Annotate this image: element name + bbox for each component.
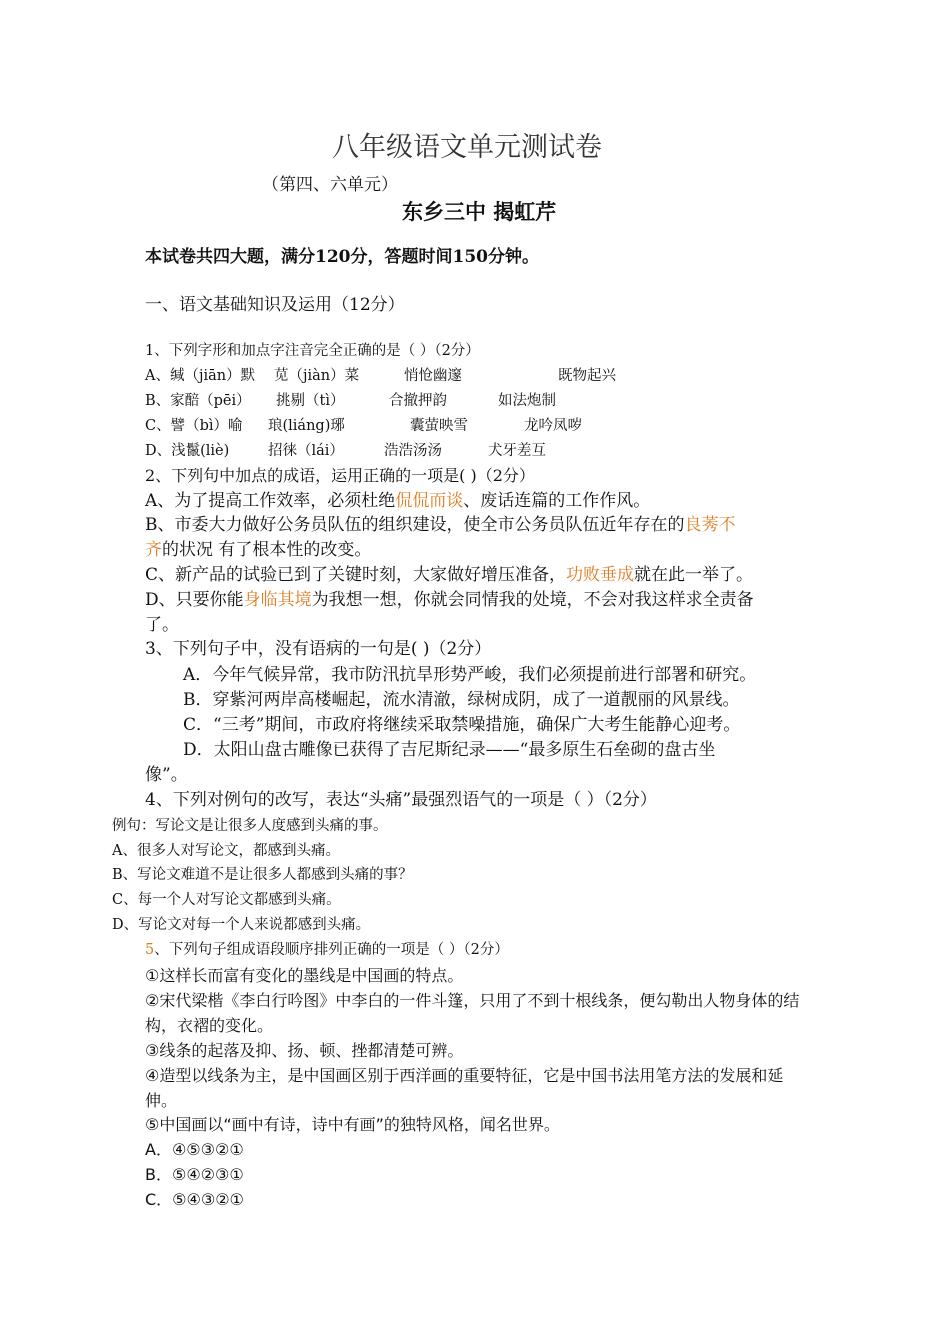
q3-option-a: A．今年气候异常，我市防汛抗旱形势严峻，我们必须提前进行部署和研究。 [183, 665, 757, 685]
q1-c-2: 琅(liáng)琊 [268, 418, 345, 434]
q1-a-3: 悄怆幽邃 [404, 368, 462, 384]
q4-option-b: B、写论文难道不是让很多人都感到头痛的事？ [112, 867, 413, 883]
q4-option-a: A、很多人对写论文，都感到头痛。 [112, 843, 340, 859]
q1-c-1: C、譬（bì）喻 [145, 418, 243, 434]
q2-a-idiom: 侃侃而谈 [395, 491, 464, 511]
q1-stem: 1、下列字形和加点字注音完全正确的是（ ）（2分） [145, 343, 480, 359]
q5-sentence-4-line2: 伸。 [145, 1091, 178, 1110]
q2-c-text: C、新产品的试验已到了关键时刻，大家做好增压准备， [145, 565, 567, 585]
q2-option-b-line2 [145, 541, 371, 561]
q4-stem: 4、下列对例句的改写，表达“头痛”最强烈语气的一项是（ ）（2分） [145, 790, 657, 810]
q2-d-text-mid: 为我想一想，你就会同情我的处境，不会对我这样求全责备 [311, 590, 754, 610]
q2-option-b-line1 [145, 516, 736, 536]
q1-a-1: A、缄（jiān）默 [145, 368, 256, 384]
q1-b-1: B、家醅（pēi） [145, 393, 251, 409]
q3-stem: 3、下列句子中，没有语病的一句是( )（2分） [145, 639, 492, 659]
q2-b-text-end: 的状况 有了根本性的改变。 [162, 540, 372, 560]
q5-sentence-5: ⑤中国画以“画中有诗，诗中有画”的独特风格，闻名世界。 [145, 1115, 560, 1134]
q3-option-d-line2: 像”。 [145, 765, 188, 785]
q1-a-2: 苋（jiàn）菜 [274, 368, 360, 384]
q5-stem [145, 942, 509, 959]
q5-sentence-2-line2: 构，衣褶的变化。 [145, 1016, 274, 1035]
q5-number: 5 [145, 942, 155, 958]
q1-d-4: 犬牙差互 [488, 443, 546, 459]
q4-option-d: D、写论文对每一个人来说都感到头痛。 [112, 917, 371, 933]
q2-a-text-end: 、废话连篇的工作作风。 [463, 491, 651, 511]
exam-intro: 本试卷共四大题，满分120分，答题时间150分钟。 [145, 247, 539, 267]
q2-option-d-line1 [145, 591, 754, 611]
q1-d-3: 浩浩汤汤 [384, 443, 442, 459]
q2-a-text: A、为了提高工作效率，必须杜绝 [145, 491, 396, 511]
q5-option-b: B．⑤④②③① [145, 1165, 244, 1184]
unit-subtitle: （第四、六单元） [262, 175, 398, 195]
q5-sentence-2-line1: ②宋代梁楷《李白行吟图》中李白的一件斗篷，只用了不到十根线条，便勾勒出人物身体的结 [145, 991, 800, 1010]
q2-b-text: B、市委大力做好公务员队伍的组织建设，使全市公务员队伍近年存在的 [145, 515, 685, 535]
q5-option-a: A．④⑤③②① [145, 1140, 244, 1159]
q5-sentence-4-line1: ④造型以线条为主，是中国画区别于西洋画的重要特征，它是中国书法用笔方法的发展和延 [145, 1066, 784, 1085]
q1-b-2: 挑剔（tì） [276, 393, 345, 409]
q5-option-c: C．⑤④③②① [145, 1190, 244, 1209]
q2-option-a [145, 492, 650, 512]
q3-option-c: C．“三考”期间，市政府将继续采取禁噪措施，确保广大考生能静心迎考。 [183, 715, 741, 735]
q2-option-d-line2: 了。 [145, 615, 179, 635]
section-1-heading: 一、语文基础知识及运用（12分） [145, 295, 405, 315]
q1-d-2: 招徕（lái） [268, 443, 344, 459]
q1-d-1: D、浅鬣(liè) [145, 443, 230, 459]
q5-sentence-1: ①这样长而富有变化的墨线是中国画的特点。 [145, 966, 464, 985]
q2-b-idiom: 良莠不 [684, 515, 736, 535]
q2-d-idiom: 身临其境 [243, 590, 312, 610]
q1-c-4: 龙吟凤哕 [524, 418, 582, 434]
q1-b-3: 合撤押韵 [389, 393, 447, 409]
author-line: 东乡三中 揭虹芹 [402, 199, 557, 224]
q2-option-c [145, 566, 753, 586]
q1-b-4: 如法炮制 [498, 393, 556, 409]
q1-a-4: 既物起兴 [558, 368, 616, 384]
q2-c-idiom: 功败垂成 [566, 565, 635, 585]
q4-example: 例句：写论文是让很多人度感到头痛的事。 [112, 818, 388, 834]
q1-c-3: 囊萤映雪 [410, 418, 468, 434]
q2-d-text: D、只要你能 [145, 590, 244, 610]
q3-option-b: B．穿紫河两岸高楼崛起，流水清澈，绿树成阴，成了一道靓丽的风景线。 [183, 690, 740, 710]
q2-c-text-end: 就在此一举了。 [634, 565, 754, 585]
q4-option-c: C、每一个人对写论文都感到头痛。 [112, 892, 341, 908]
q3-option-d-line1: D．太阳山盘古雕像已获得了吉尼斯纪录——“最多原生石垒砌的盘古坐 [183, 740, 716, 760]
page-title: 八年级语文单元测试卷 [332, 132, 602, 163]
q2-b-idiom-end: 齐 [145, 540, 162, 560]
q2-stem: 2、下列句中加点的成语，运用正确的一项是( )（2分） [145, 466, 535, 485]
q5-stem-text: 、下列句子组成语段顺序排列正确的一项是（ ）（2分） [154, 942, 509, 958]
q5-sentence-3: ③线条的起落及抑、扬、顿、挫都清楚可辨。 [145, 1041, 464, 1060]
